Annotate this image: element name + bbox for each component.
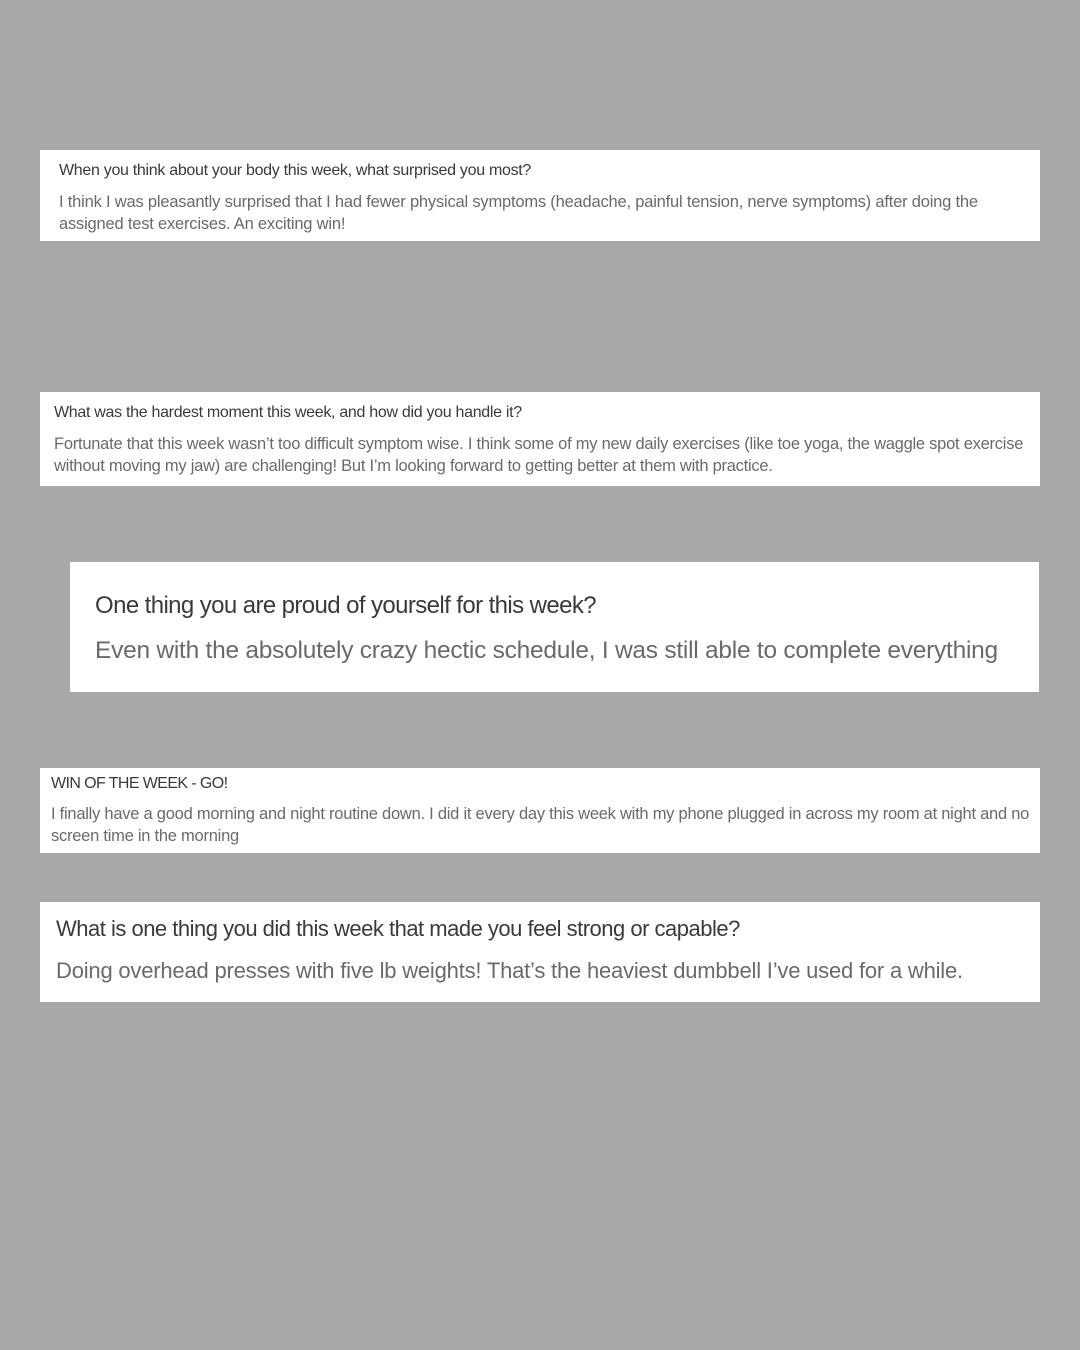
reflection-card-body-surprise [40,150,1040,241]
reflection-card-win-of-week [40,768,1040,853]
answer-text: I think I was pleasantly surprised that I had fewer physical symptoms (headache, painful tension, nerve symptoms) after doing the assigned test exercises. An exciting win! [59,193,978,233]
reflection-card-hardest-moment [40,392,1040,486]
question-text: What is one thing you did this week that made you feel strong or capable? [56,916,740,941]
reflection-card-strong-capable [40,902,1040,1002]
question-text: When you think about your body this week, what surprised you most? [59,162,532,179]
question-text: One thing you are proud of yourself for this week? [95,592,596,619]
answer-text: Even with the absolutely crazy hectic schedule, I was still able to complete everything [95,637,998,664]
answer-text: Fortunate that this week wasn’t too difficult symptom wise. I think some of my new daily exercises (like toe yoga, the waggle spot exercise without moving my jaw) are challenging! But I’m looking forward to getting better at them with practice. [54,435,1024,475]
reflection-card-proud-of [70,562,1039,692]
question-text: What was the hardest moment this week, and how did you handle it? [54,404,522,421]
answer-text: I finally have a good morning and night routine down. I did it every day this week with my phone plugged in across my room at night and no screen time in the morning [51,805,1030,845]
answer-text: Doing overhead presses with five lb weights! That’s the heaviest dumbbell I’ve used for a while. [56,958,963,983]
question-text: WIN OF THE WEEK - GO! [51,775,228,792]
